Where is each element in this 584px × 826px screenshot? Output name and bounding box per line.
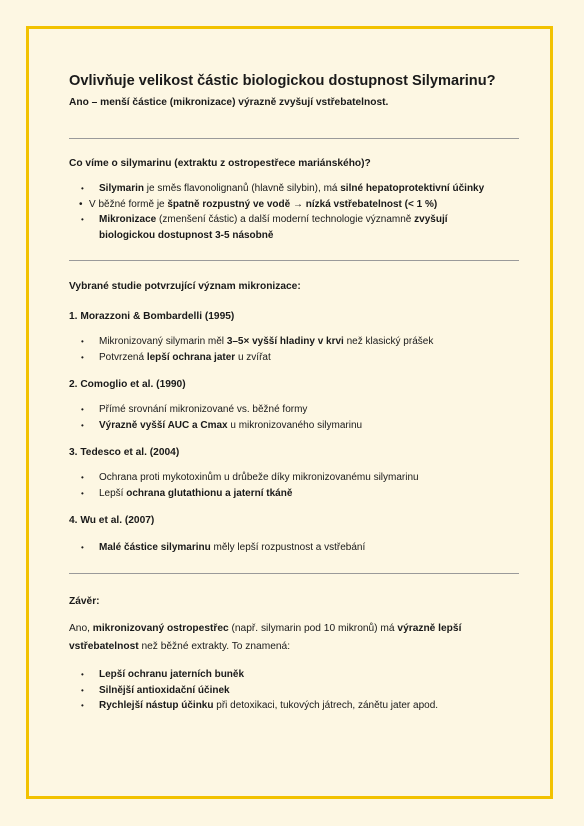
study-title: 2. Comoglio et al. (1990) <box>69 379 186 390</box>
list-item: • Přímé srovnání mikronizované vs. běžné formy <box>69 402 519 418</box>
bullet-icon: • <box>81 337 84 346</box>
study-findings-list <box>69 540 519 556</box>
bullet-icon: • <box>81 669 84 679</box>
document-content <box>69 72 519 713</box>
list-item: • Výrazně vyšší AUC a Cmax u mikronizovaného silymarinu <box>69 418 519 434</box>
list-item: • Lepší ochrana glutathionu a jaterní tkáně <box>69 486 519 502</box>
list-item: • V běžné formě je špatně rozpustný ve vodě → nízká vstřebatelnost (< 1 %) <box>69 197 519 213</box>
section-heading-silymarin: Co víme o silymarinu (extraktu z ostropestřece mariánského)? <box>69 158 371 169</box>
study-title: 4. Wu et al. (2007) <box>69 515 155 526</box>
section-heading-studies: Vybrané studie potvrzující význam mikronizace: <box>69 281 301 292</box>
list-item: • Silymarin je směs flavonolignanů (hlavně silybin), má silné hepatoprotektivní účinky <box>69 181 519 197</box>
silymarin-facts-list <box>69 181 519 243</box>
list-item: • Potvrzená lepší ochrana jater u zvířat <box>69 350 519 366</box>
list-item: • Lepší ochranu jaterních buněk <box>69 666 519 683</box>
page-subtitle: Ano – menší částice (mikronizace) výrazně zvyšují vstřebatelnost. <box>69 97 389 108</box>
bullet-icon: • <box>81 420 84 430</box>
document-page <box>26 26 553 799</box>
bullet-icon: • <box>81 543 84 552</box>
bullet-icon: • <box>81 184 84 193</box>
bullet-icon: • <box>81 405 84 414</box>
list-item: • Silnější antioxidační účinek <box>81 684 230 696</box>
bullet-icon: • <box>81 352 84 362</box>
list-item: • Ochrana proti mykotoxinům u drůbeže díky mikronizovanému silymarinu <box>69 470 519 486</box>
bullet-icon: • <box>81 488 84 498</box>
study-findings-list <box>69 334 519 365</box>
bullet-icon: • <box>81 473 84 482</box>
study-findings-list <box>69 470 519 501</box>
conclusion-benefits-list <box>69 666 519 713</box>
list-item: • Mikronizovaný silymarin měl 3–5× vyšší hladiny v krvi než klasický prášek <box>69 334 519 350</box>
list-item: • Rychlejší nástup účinku při detoxikaci, tukových játrech, zánětu jater apod. <box>81 699 439 711</box>
study-title: 3. Tedesco et al. (2004) <box>69 447 180 458</box>
study-title: 1. Morazzoni & Bombardelli (1995) <box>69 311 235 322</box>
divider <box>69 260 519 261</box>
bullet-icon: • <box>81 700 84 710</box>
conclusion-paragraph: Ano, mikronizovaný ostropestřec (např. silymarin pod 10 mikronů) má výrazně lepší vstřebatelnost než běžné extrakty. To znamená: <box>69 622 462 652</box>
divider <box>69 573 519 574</box>
study-findings-list <box>69 402 519 433</box>
divider <box>69 138 519 139</box>
list-item: • Malé částice silymarinu měly lepší rozpustnost a vstřebání <box>69 540 519 556</box>
bullet-icon: • <box>79 198 83 210</box>
section-heading-conclusion: Závěr: <box>69 595 100 607</box>
bullet-icon: • <box>81 215 84 224</box>
bullet-icon: • <box>81 685 84 695</box>
list-item: • Mikronizace (zmenšení částic) a další moderní technologie významně zvyšují biologickou dostupnost 3-5 násobně <box>81 214 448 241</box>
page-title: Ovlivňuje velikost částic biologickou dostupnost Silymarinu? <box>69 73 496 89</box>
